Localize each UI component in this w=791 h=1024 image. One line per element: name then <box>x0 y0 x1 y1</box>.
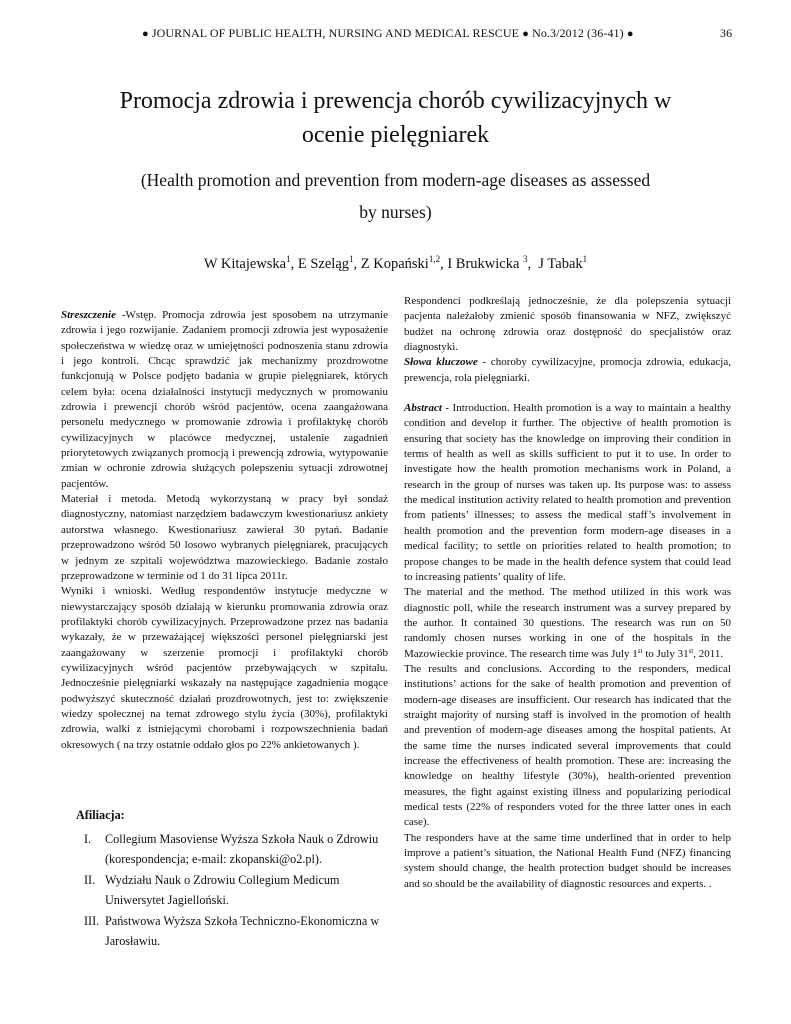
streszczenie-paragraph <box>61 308 388 492</box>
author-name: E Szeląg <box>297 256 350 272</box>
article-title <box>60 84 731 152</box>
subtitle-line: by nurses) <box>359 202 432 222</box>
streszczenie-text: -Wstęp. Promocja zdrowia jest sposobem na utrzymanie zdrowia i jego rozwijanie. Zadaniem promocji zdrowia jest wyposażenie społeczeństwa w wiedzę oraz w umiejętności podnoszenia stanu zdrowia i jego kontroli. Chcąc sprawdzić jak mechanizmy prozdrowotne funkcjonują w Polsce podjęto badania w grupie pielęgniarek, których celem była: ocena działalności instytucji medycznych w promowaniu zdrowia i prewencji chorób wśród pacjentów, ocena zaangażowana personelu medycznego w promowanie zdrowia i profilaktykę chorób cywilizacyjnych w placówce medycznej, ustalenie zagadnień priorytetowych związanych promocją i prewencją zdrowia, wytypowanie zmian w ochronie zdrowia służących polepszeniu sytuacji zdrowotnej pacjentów. <box>61 309 388 490</box>
author-affiliation: 3 <box>523 254 528 264</box>
results-paragraph: The results and conclusions. According to the responders, medical institutions’ actions for the sake of health promotion and prevention of modern-age diseases are insufficient. Our research has indicated that the straight majority of nursing staff is involved in the promotion of health and prevention of modern-age diseases among the hospital patients. At the same time the nurses indicated several improvements that could increase the effectiveness of health promotion. These are: increasing the knowledge on healthy lifestyle (30%), health-oriented prevention measures, the fight against existing illness and popularizing periodical medical tests (22% of responders voted for the three latter ones in each case). <box>404 662 731 829</box>
author-name: J Tabak <box>538 256 583 272</box>
affiliation-text: Collegium Masoviense Wyższa Szkoła Nauk o Zdrowiu (korespondencja; e-mail: zkopanski@o2.pl). <box>105 831 379 866</box>
affiliations <box>72 805 390 952</box>
respondenci-paragraph: Respondenci podkreślają jednocześnie, że dla polepszenia sytuacji pacjenta należałoby zmienić sposób finansowania w NFZ, zwiększyć budżet na ochronę zdrowia oraz dostępność do specjalistów oraz diagnostyki. <box>404 295 731 354</box>
keywords-paragraph <box>404 355 731 386</box>
material-text: The material and the method. The method utilized in this work was diagnostic poll, while the research instrument was a survey prepared by the author. It contained 30 questions. The research was run on 50 randomly chosen nurses working in one of the hospitals in the Mazowieckie province. The research time was July 1 <box>404 586 731 660</box>
author-name: W Kitajewska <box>203 256 287 272</box>
keywords-text: - choroby cywilizacyjne, promocja zdrowia, edukacja, prewencja, rola pielęgniarki. <box>404 356 731 384</box>
material-text: , 2011. <box>693 647 724 660</box>
affiliations-title: Afiliacja: <box>76 808 125 822</box>
bullet-icon: ● <box>522 28 529 40</box>
author-affiliation: 1,2 <box>428 254 441 264</box>
title-line: Promocja zdrowia i prewencja chorób cywilizacyjnych w <box>119 88 672 114</box>
affiliation-number: II. <box>84 872 96 887</box>
author-affiliation: 1 <box>286 254 291 264</box>
author-affiliation: 1 <box>349 254 354 264</box>
left-column <box>61 308 388 753</box>
title-line: ocenie pielęgniarek <box>301 122 490 148</box>
abstract-text: - Introduction. Health promotion is a way to maintain a healthy condition and develop it further. The objective of health promotion is ensuring that society has the knowledge on improving their condition in terms of health as well as skills sufficient to put it to use. In order to investigate how the health promotion mechanisms work in Poland, a research in the group of nurses was taken up. Its purpose was: to assess the medical institution activity related to health promotion and prevention from patients’ illnesses; to assess the medical staff’s involvement in health promotion and the prevention form modern-age diseases in a medical facility; to settle on priorities related to health promotion; to propose changes to be made in the health defence system that could lead to increasing patients’ quality of life. <box>404 402 731 583</box>
issue-info: No.3/2012 (36-41) <box>532 26 624 40</box>
affiliation-text: Wydziału Nauk o Zdrowiu Collegium Medicum Uniwersytet Jagielloński. <box>105 872 340 907</box>
journal-name: JOURNAL OF PUBLIC HEALTH, NURSING AND MEDICAL RESCUE <box>151 26 520 40</box>
bullet-icon: ● <box>142 28 149 40</box>
right-column <box>404 294 731 892</box>
author-name: Z Kopański <box>360 256 429 272</box>
affiliation-list <box>72 829 390 952</box>
abstract-paragraph <box>404 401 731 585</box>
wyniki-paragraph: Wyniki i wnioski. Według respondentów instytucje medyczne w niewystarczający sposób działają w kierunku promowania zdrowia oraz profilaktyki chorób cywilizacyjnych. Przeprowadzone przez nas badania wykazały, że w przeważającej większości personel pielęgniarski jest zaangażowany w szerzenie promocji i profilaktyki chorób cywilizacyjnych wśród pacjentów przebywających w szpitalu. Jednocześnie pielęgniarki wskazały na następujące zagadnienia mogące podwyższyć skuteczność działań prozdrowotnych, jest to: zwiększenie wiedzy społecznej na temat zdrowego stylu życia (30%), profilaktyki zdrowia, walki z istniejącymi chorobami i rozpowszechnienia badań okresowych ( na trzy ostatnie oddało głos po 22% ankietowanych ). <box>61 585 388 751</box>
affiliation-number: I. <box>84 831 92 846</box>
ordinal-suffix: st <box>637 646 643 655</box>
page-number: 36 <box>720 26 733 40</box>
streszczenie-label: Streszczenie <box>61 309 116 321</box>
article-subtitle <box>80 164 711 228</box>
affiliation-number: III. <box>84 913 100 928</box>
material-paragraph: Materiał i metoda. Metodą wykorzystaną w pracy był sondaż diagnostyczny, natomiast narzędziem badawczym kwestionariusz ankiety autorstwa własnego. Kwestionariusz zawierał 30 pytań. Badanie przeprowadzono wśród 50 losowo wybranych pielęgniarek, pracujących w jednym ze szpitali województwa mazowieckiego. Badanie zostało przeprowadzone w terminie od 1 do 31 lipca 2011r. <box>61 493 388 582</box>
bullet-icon: ● <box>626 28 634 40</box>
subtitle-line: (Health promotion and prevention from modern-age diseases as assessed <box>140 170 651 190</box>
affiliation-item <box>72 829 390 870</box>
material-method-paragraph <box>404 585 731 662</box>
journal-line <box>142 26 634 41</box>
paragraph-gap <box>404 386 731 401</box>
ordinal-suffix: st <box>688 646 694 655</box>
running-header <box>0 26 791 46</box>
material-text: to July 31 <box>642 647 689 660</box>
affiliation-item <box>72 911 390 952</box>
responders-paragraph: The responders have at the same time underlined that in order to help improve a patient’s situation, the National Health Fund (NFZ) financing system should change, the health protection budget should be increases and so should be the availability of diagnostic resources and experts. . <box>404 831 731 890</box>
keywords-label: Słowa kluczowe <box>404 356 478 369</box>
author-affiliation: 1 <box>582 254 588 264</box>
author-name: I Brukwicka <box>447 256 520 272</box>
author-list: W Kitajewska$^1$, E Szeląg$^1$, Z Kopański$^{1,2}$, I Brukwicka $^3$, J Tabak$^1$ <box>203 254 588 272</box>
abstract-label: Abstract <box>404 402 442 415</box>
affiliation-item <box>72 870 390 911</box>
affiliation-text: Państwowa Wyższa Szkoła Techniczno-Ekonomiczna w Jarosławiu. <box>105 913 380 948</box>
